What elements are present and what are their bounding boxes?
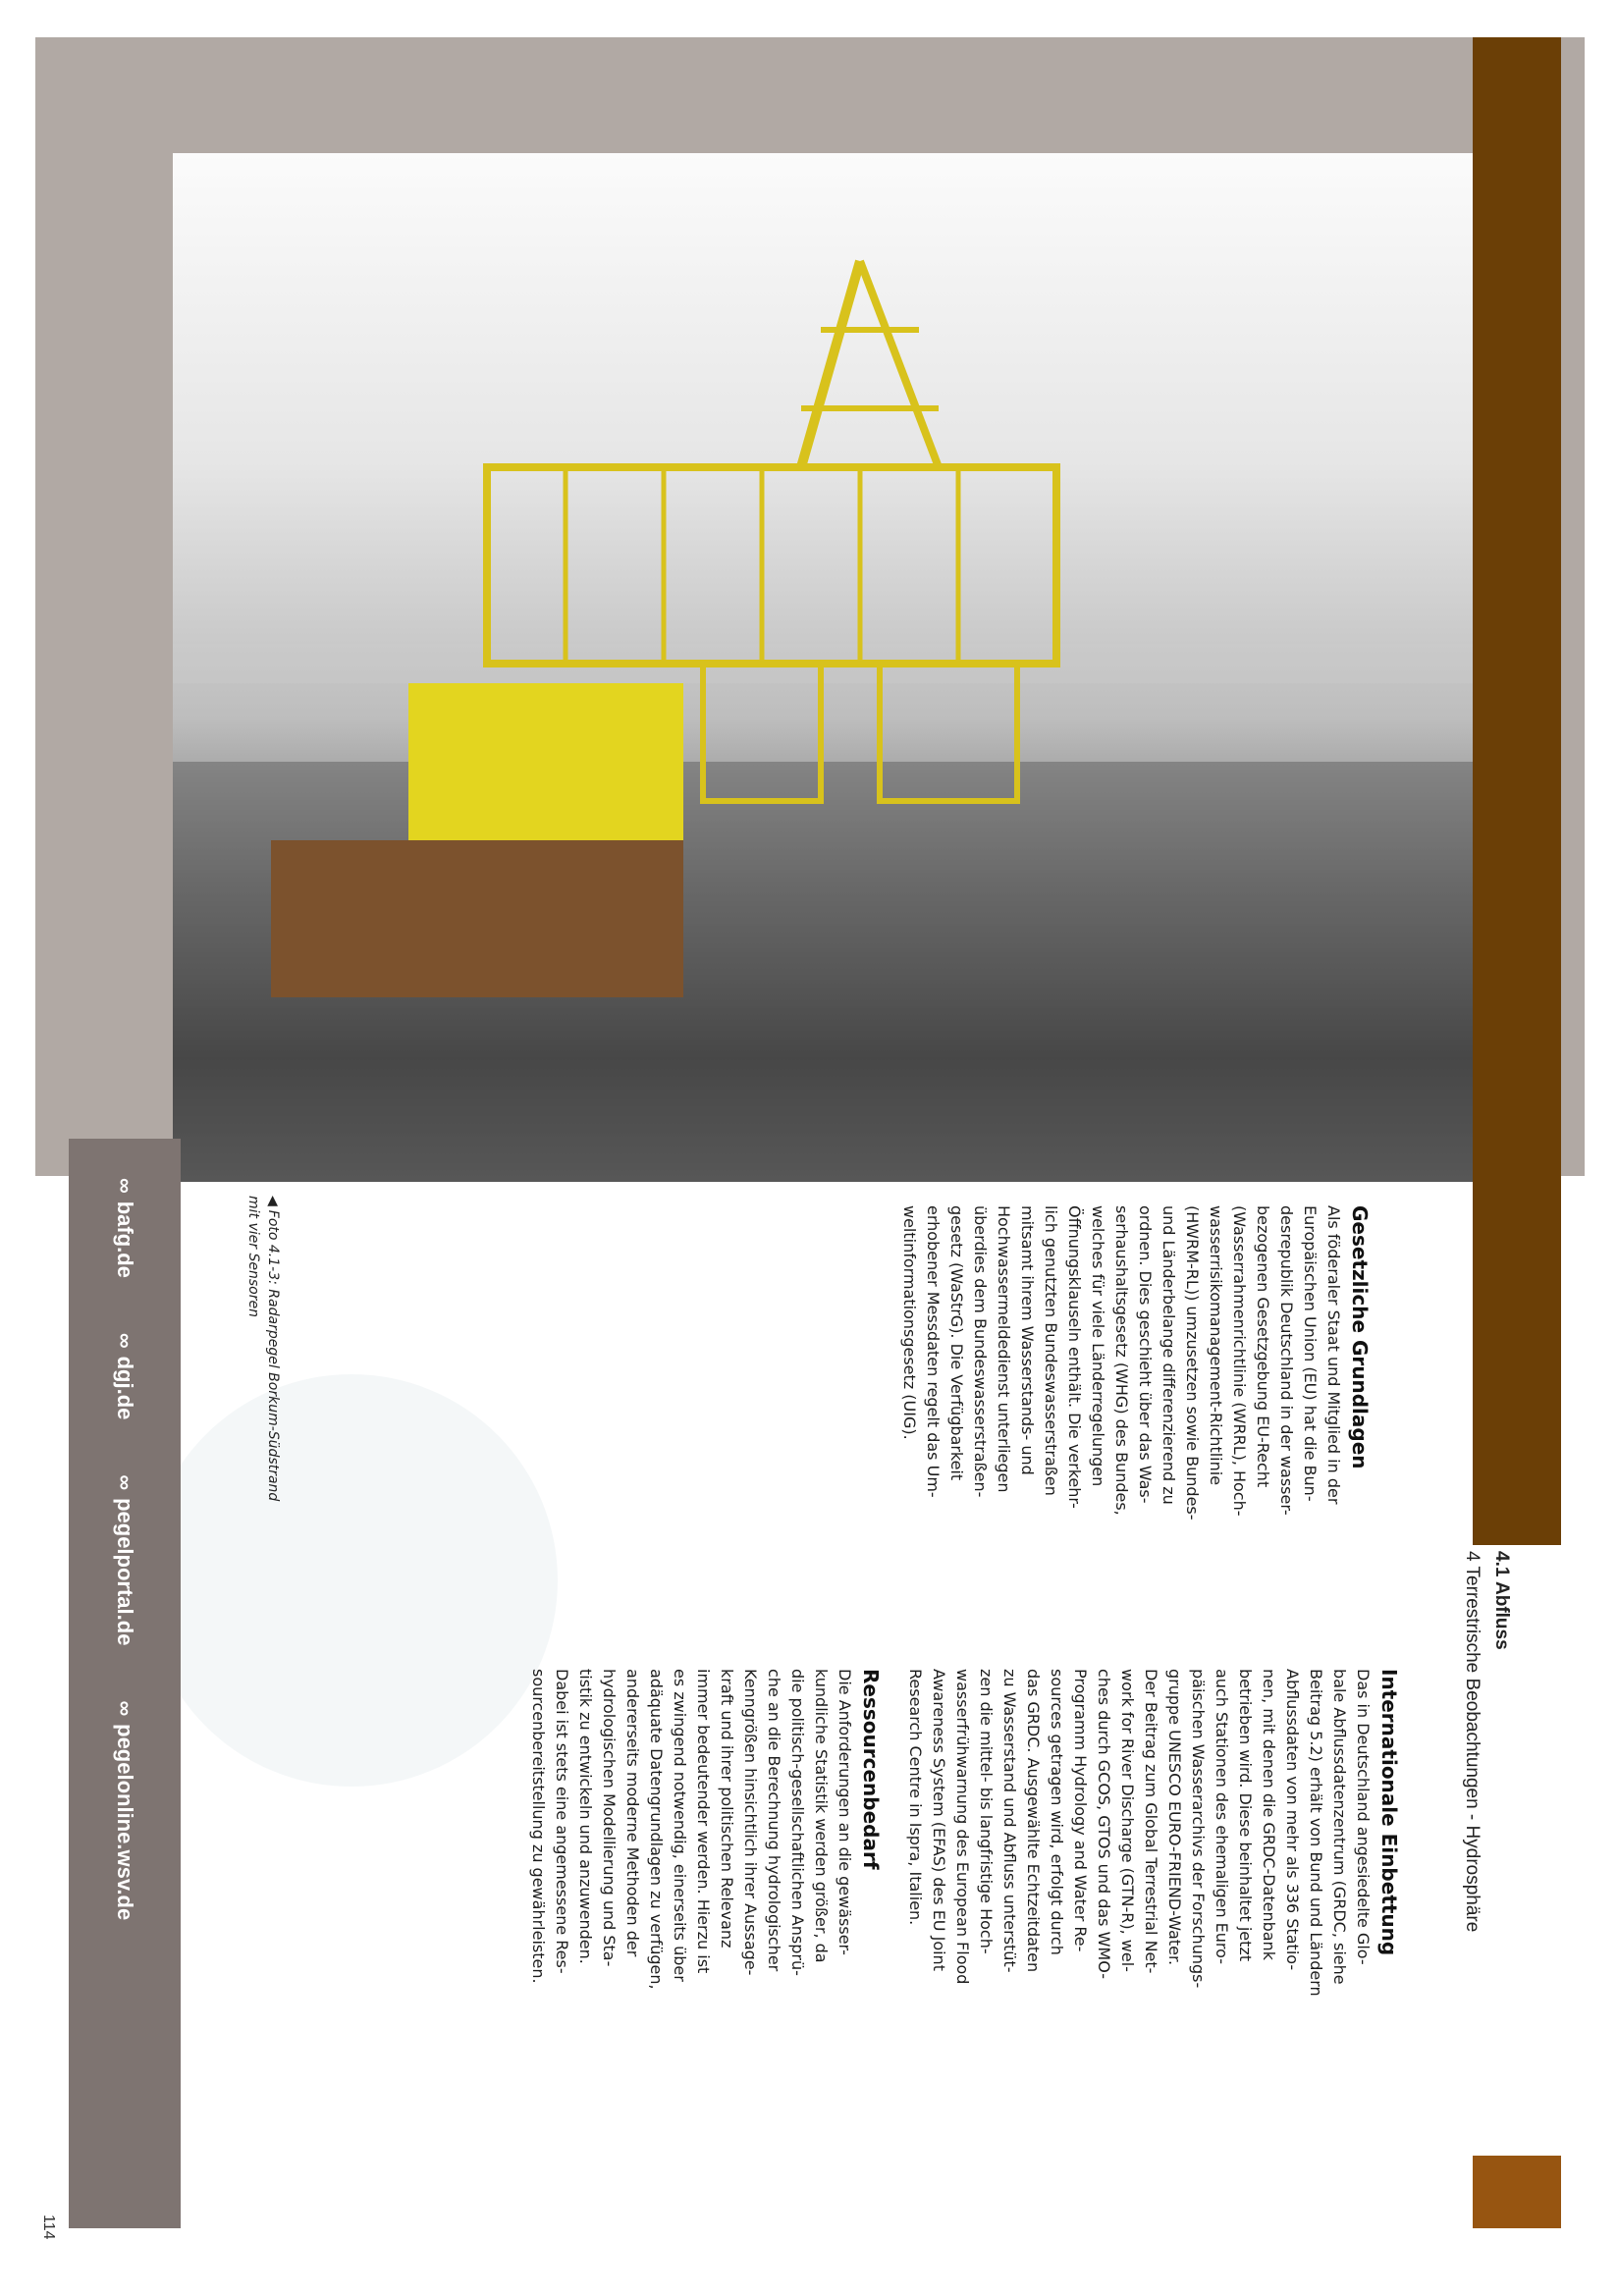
- caption-arrow-icon: ◀: [265, 1196, 281, 1206]
- column-left: [878, 1205, 1373, 1657]
- footer-link-dgj[interactable]: [112, 1333, 137, 1419]
- link-icon: ∞: [113, 1332, 137, 1349]
- footer-link-label: dgj.de: [113, 1356, 137, 1420]
- footer-links-bar: [69, 1139, 181, 2228]
- caption-text: Foto 4.1-3: Radarpegel Borkum-Südstrand mit vier Sensoren: [245, 1196, 281, 1502]
- section-title: 4.1 Abfluss: [1491, 1551, 1512, 1650]
- body-internationale-einbettung: Das in Deutschland angesiedelte Glo- bale Abflussdatenzentrum (GRDC, siehe Beitrag 5.2) erhält von Bund und Ländern Abflussdaten von mehr als 336 Statio- nen, mit denen die GRDC-Datenbank betrieben wird. Diese beinhaltet jetzt auch Stationen des ehemaligen Euro- päischen Wasserarchivs der Forschungs- gruppe UNESCO EURO-FRIEND-Water. Der Beitrag zum Global Terrestrial Net- work for River Discharge (GTN-R), wel- ches durch GCOS, GTOS und das WMO- Programm Hydrology and Water Re- sources getragen wird, erfolgt durch das GRDC. Ausgewählte Echtzeitdaten zu Wasserstand und Abfluss unterstüt- zen die mittel- bis langfristige Hoch- wasserfrühwarnung des European Flood Awareness System (EFAS) des EU Joint Research Centre in Ispra, Italien.: [906, 1669, 1373, 1997]
- page-number: 114: [40, 2215, 57, 2240]
- header-accent-square: [1473, 2156, 1561, 2228]
- heading-gesetzliche-grundlagen: Gesetzliche Grundlagen: [1348, 1205, 1372, 1469]
- footer-link-pegelonline[interactable]: [112, 1700, 137, 1920]
- footer-link-bafg[interactable]: [112, 1178, 137, 1278]
- background-watermark: [145, 1374, 558, 1787]
- link-icon: ∞: [113, 1178, 137, 1194]
- column-right: [507, 1669, 1402, 2120]
- running-header: [1462, 1551, 1571, 2101]
- header-bar: [1473, 37, 1561, 1545]
- footer-link-pegelportal[interactable]: [112, 1474, 137, 1645]
- footer-link-label: pegelonline.wsv.de: [113, 1724, 137, 1921]
- link-icon: ∞: [113, 1474, 137, 1491]
- heading-internationale-einbettung: Internationale Einbettung: [1377, 1669, 1401, 1956]
- photo-illustration: [173, 153, 1547, 1182]
- photo-caption: [243, 1196, 283, 1628]
- body-gesetzliche-grundlagen: Als föderaler Staat und Mitglied in der Europäischen Union (EU) hat die Bun- desrepublik Deutschland in der wasser- bezogenen Gesetzgebung EU-Recht (Wasserrahmenrichtlinie (WRRL), Hoch- wasserrisikomanagement-Richtlinie (HWRM-RL)) umzusetzen sowie Bundes- und Länderbelange differenzierend zu ordnen. Dies geschieht über das Was- serhaushaltsgesetz (WHG) des Bundes, welches für viele Länderregelungen Öffnungsklauseln enthält. Die verkehr- lich genutzten Bundeswasserstraßen mitsamt ihrem Wasserstands- und Hochwassermeldedienst unterliegen überdies dem Bundeswasserstraßen- gesetz (WaStrG). Die Verfügbarkeit erhobener Messdaten regelt das Um- weltinformationsgesetz (UIG).: [900, 1205, 1343, 1521]
- body-ressourcenbedarf: Die Anforderungen an die gewässer- kundliche Statistik werden größer, da die politisch-gesellschaftlichen Ansprü- che an die Berechnung hydrologischer Kenngrößen hinsichtlich ihrer Aussage- kraft und ihrer politischen Relevanz immer bedeutender werden. Hierzu ist es zwingend notwendig, einerseits über adäquate Datengrundlagen zu verfügen, andererseits moderne Methoden der hydrologischen Modellierung und Sta- tistik zu entwickeln und anzuwenden. Dabei ist stets eine angemessene Res- sourcenbereitstellung zu gewährleisten.: [529, 1669, 854, 1990]
- chapter-title: 4 Terrestrische Beobachtungen - Hydrosphäre: [1462, 1551, 1483, 1933]
- footer-link-label: pegelportal.de: [113, 1498, 137, 1646]
- heading-ressourcenbedarf: Ressourcenbedarf: [859, 1669, 883, 1870]
- photo-radar-gauge: [173, 153, 1547, 1182]
- link-icon: ∞: [113, 1700, 137, 1717]
- footer-link-label: bafg.de: [113, 1201, 137, 1278]
